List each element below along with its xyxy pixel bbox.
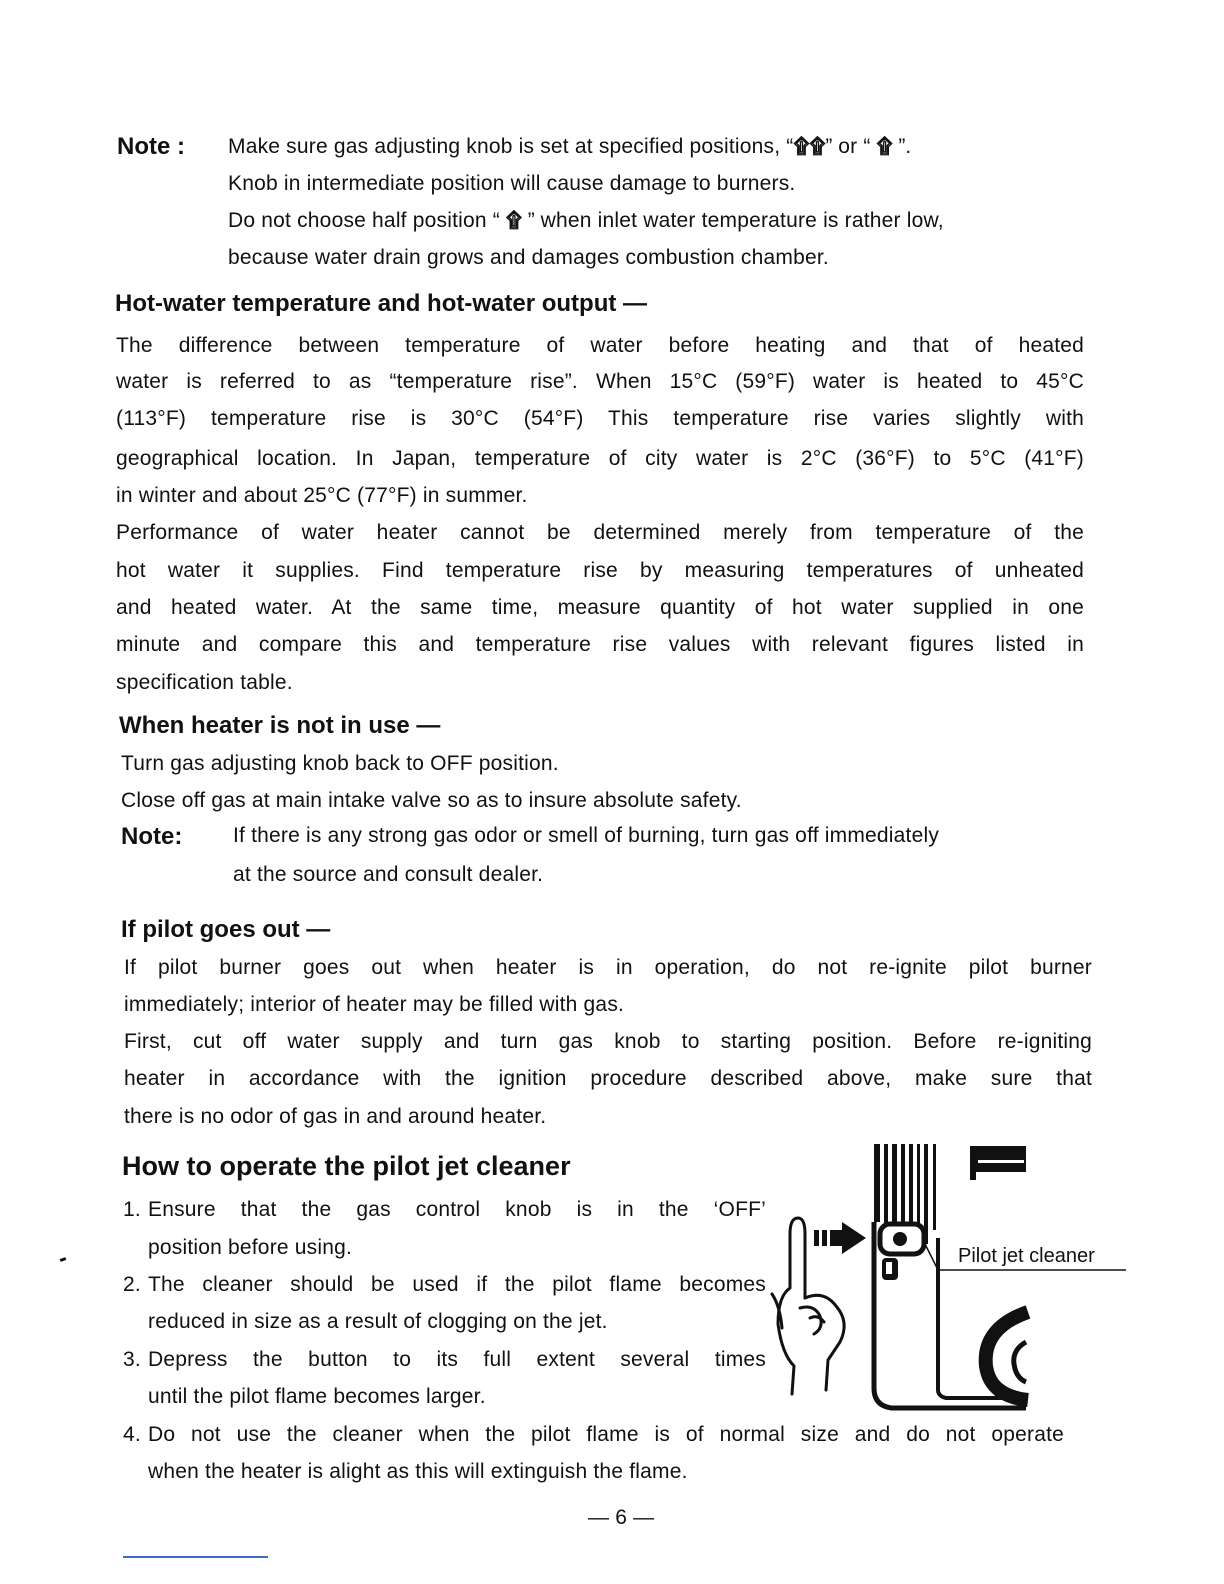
- list-item-line: when the heater is alight as this will extinguish the flame.: [148, 1460, 688, 1483]
- paragraph-line: in winter and about 25°C (77°F) in summer.: [116, 484, 528, 507]
- note-line: at the source and consult dealer.: [233, 863, 544, 886]
- section-heading-hot-water: Hot-water temperature and hot-water output —: [115, 290, 648, 317]
- paragraph-line: If pilot burner goes out when heater is in operation, do not re-ignite pilot burner: [124, 956, 1092, 979]
- list-item-line: until the pilot flame becomes larger.: [148, 1385, 486, 1408]
- full-flame-symbol: ۩۩: [793, 135, 826, 158]
- half-flame-symbol: ۩: [876, 135, 893, 158]
- paragraph-line: minute and compare this and temperature rise values with relevant figures listed in: [116, 633, 1084, 656]
- paragraph-line: geographical location. In Japan, temperature of city water is 2°C (36°F) to 5°C (41°F): [116, 447, 1084, 470]
- page-number: — 6 —: [588, 1506, 655, 1529]
- paragraph-line: Turn gas adjusting knob back to OFF position.: [121, 752, 559, 775]
- note-line-1: Make sure gas adjusting knob is set at specified positions, “۩۩” or “ ۩ ”.: [228, 135, 912, 158]
- note-line: If there is any strong gas odor or smell of burning, turn gas off immediately: [233, 824, 940, 847]
- list-item-number: 2.: [123, 1273, 141, 1296]
- list-item-line: reduced in size as a result of clogging on the jet.: [148, 1310, 608, 1333]
- paragraph-line: Performance of water heater cannot be determined merely from temperature of the: [116, 521, 1084, 544]
- section-heading-pilot-out: If pilot goes out —: [121, 916, 331, 943]
- note-label: Note :: [117, 133, 185, 160]
- paragraph-line: immediately; interior of heater may be filled with gas.: [124, 993, 625, 1016]
- list-item-line: Depress the button to its full extent several times: [148, 1348, 766, 1371]
- list-item-line: position before using.: [148, 1236, 353, 1259]
- paragraph-line: water is referred to as “temperature rise”. When 15°C (59°F) water is heated to 45°C: [116, 370, 1084, 393]
- paragraph-line: The difference between temperature of water before heating and that of heated: [116, 334, 1084, 357]
- half-flame-symbol: ۩: [506, 209, 522, 232]
- paragraph-line: heater in accordance with the ignition procedure described above, make sure that: [124, 1067, 1092, 1090]
- list-item-line: Do not use the cleaner when the pilot flame is of normal size and do not operate: [148, 1423, 1064, 1446]
- pilot-jet-cleaner-illustration: [770, 1138, 1130, 1420]
- list-item-line: Ensure that the gas control knob is in the ‘OFF’: [148, 1198, 766, 1221]
- paragraph-line: Close off gas at main intake valve so as to insure absolute safety.: [121, 789, 742, 812]
- paragraph-line: (113°F) temperature rise is 30°C (54°F) This temperature rise varies slightly with: [116, 407, 1084, 430]
- list-item-number: 4.: [123, 1423, 141, 1446]
- paragraph-line: First, cut off water supply and turn gas knob to starting position. Before re-igniting: [124, 1030, 1092, 1053]
- section-heading-jet-cleaner: How to operate the pilot jet cleaner: [122, 1151, 571, 1181]
- list-item-line: The cleaner should be used if the pilot flame becomes: [148, 1273, 766, 1296]
- list-item-number: 3.: [123, 1348, 141, 1371]
- note-line-2: Knob in intermediate position will cause damage to burners.: [228, 172, 796, 195]
- note-line-4: because water drain grows and damages combustion chamber.: [228, 246, 829, 269]
- paragraph-line: there is no odor of gas in and around heater.: [124, 1105, 547, 1128]
- control-tab-graphic: [970, 1146, 1026, 1180]
- gas-knob-graphic: [986, 1312, 1028, 1400]
- arrow-icon: [814, 1222, 866, 1254]
- figure-callout-label: Pilot jet cleaner: [958, 1245, 1095, 1267]
- footer-rule: [123, 1556, 268, 1558]
- paragraph-line: and heated water. At the same time, measure quantity of hot water supplied in one: [116, 596, 1084, 619]
- section-heading-not-in-use: When heater is not in use —: [119, 712, 441, 739]
- note-label: Note:: [121, 823, 183, 850]
- note-line-3: Do not choose half position “ ۩ ” when inlet water temperature is rather low,: [228, 209, 944, 232]
- cleaner-button-graphic: [880, 1224, 924, 1280]
- scan-speck: [60, 1257, 67, 1262]
- paragraph-line: hot water it supplies. Find temperature rise by measuring temperatures of unheated: [116, 559, 1084, 582]
- list-item-number: 1.: [123, 1198, 141, 1221]
- paragraph-line: specification table.: [116, 671, 293, 694]
